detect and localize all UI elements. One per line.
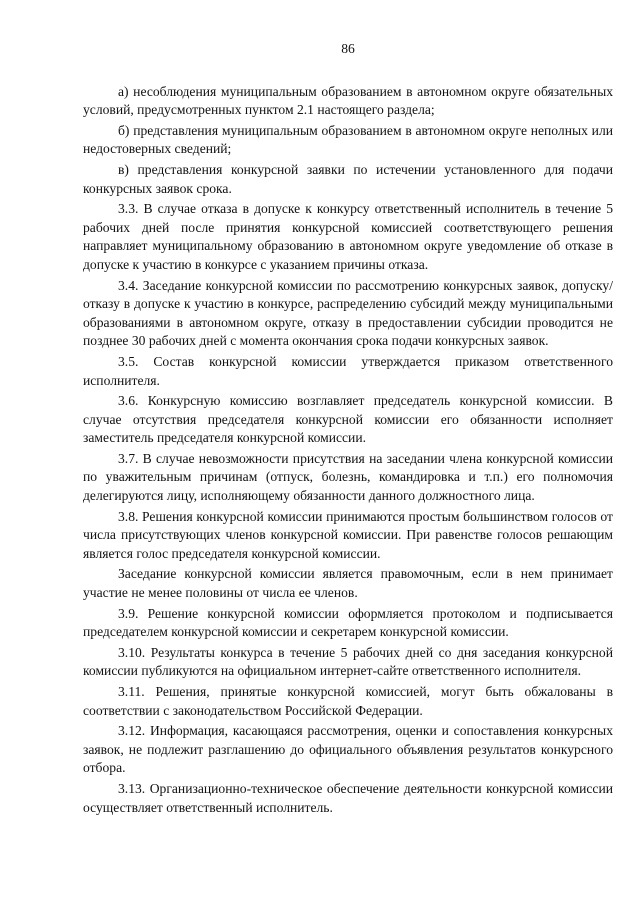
paragraph-3-6: 3.6. Конкурсную комиссию возглавляет председатель конкурсной комиссии. В случае отсутствия председателя конкурсной комиссии его обязанности исполняет заместитель председателя конкурсной комиссии. bbox=[83, 393, 613, 446]
paragraph-3-4: 3.4. Заседание конкурсной комиссии по рассмотрению конкурсных заявок, допуску/отказу в допуске к участию в конкурсе, распределению субсидий между муниципальными образованиями в автономном округе, отказу в предоставлении субсидии проводится не позднее 30 рабочих дней с момента окончания срока подачи конкурсных заявок. bbox=[83, 277, 613, 349]
page-number: 86 bbox=[341, 41, 355, 56]
paragraph-3-8: 3.8. Решения конкурсной комиссии принимаются простым большинством голосов от числа присутствующих членов конкурсной комиссии. При равенстве голосов решающим является голос председателя конкурсной комиссии. bbox=[83, 508, 613, 561]
paragraph-b: б) представления муниципальным образованием в автономном округе неполных или недостоверных сведений; bbox=[83, 122, 613, 157]
paragraph-3-9: 3.9. Решение конкурсной комиссии оформляется протоколом и подписывается председателем конкурсной комиссии и секретарем конкурсной комиссии. bbox=[83, 605, 613, 640]
paragraph-a: а) несоблюдения муниципальным образованием в автономном округе обязательных условий, предусмотренных пунктом 2.1 настоящего раздела; bbox=[83, 83, 613, 118]
paragraph-3-12: 3.12. Информация, касающаяся рассмотрения, оценки и сопоставления конкурсных заявок, не подлежит разглашению до официального объявления результатов конкурсного отбора. bbox=[83, 723, 613, 776]
paragraph-3-3: 3.3. В случае отказа в допуске к конкурсу ответственный исполнитель в течение 5 рабочих дней после принятия конкурсной комиссией соответствующего решения направляет муниципальному образованию в автономном округе уведомление об отказе в допуске к участию в конкурсе с указанием причины отказа. bbox=[83, 201, 613, 272]
paragraph-3-7: 3.7. В случае невозможности присутствия на заседании члена конкурсной комиссии по уважительным причинам (отпуск, болезнь, командировка и т.п.) его полномочия делегируются лицу, исполняющему обязанности данного должностного лица. bbox=[83, 450, 613, 504]
paragraph-quorum: Заседание конкурсной комиссии является правомочным, если в нем принимает участие не менее половины от числа ее членов. bbox=[83, 566, 613, 601]
document-page bbox=[83, 40, 613, 819]
paragraph-3-5: 3.5. Состав конкурсной комиссии утверждается приказом ответственного исполнителя. bbox=[83, 353, 613, 388]
paragraph-3-10: 3.10. Результаты конкурса в течение 5 рабочих дней со дня заседания конкурсной комиссии публикуются на официальном интернет-сайте ответственного исполнителя. bbox=[83, 644, 613, 679]
paragraph-c: в) представления конкурсной заявки по истечении установленного для подачи конкурсных заявок срока. bbox=[83, 161, 613, 196]
paragraph-3-11: 3.11. Решения, принятые конкурсной комиссией, могут быть обжалованы в соответствии с законодательством Российской Федерации. bbox=[83, 684, 613, 718]
paragraph-3-13: 3.13. Организационно-техническое обеспечение деятельности конкурсной комиссии осуществляет ответственный исполнитель. bbox=[83, 780, 613, 815]
